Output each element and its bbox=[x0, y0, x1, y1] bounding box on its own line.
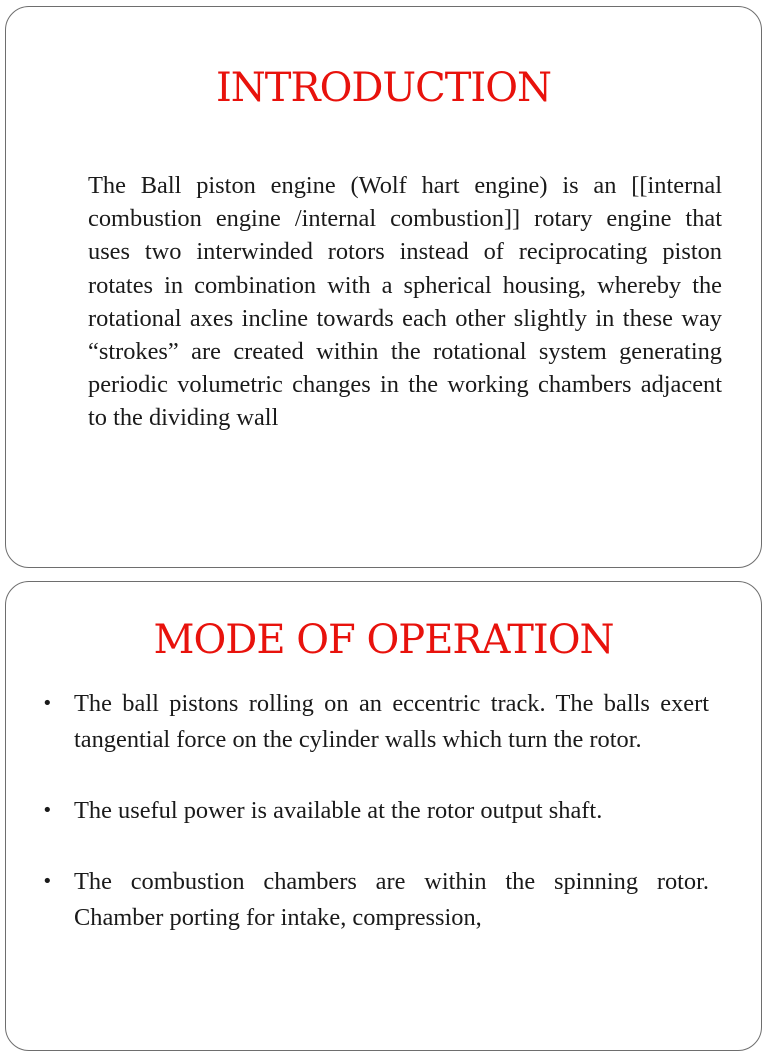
bullet-item bbox=[42, 864, 709, 936]
bullet-item bbox=[42, 686, 709, 758]
bullet-text: The ball pistons rolling on an eccentric track. The balls exert tangential force on the cylinder walls which turn the rotor. bbox=[74, 690, 709, 753]
bullet-dot-icon: • bbox=[42, 871, 53, 892]
slide-introduction bbox=[5, 6, 762, 568]
bullet-dot-icon: • bbox=[42, 693, 53, 714]
bullet-text: The combustion chambers are within the spinning rotor. Chamber porting for intake, compression, bbox=[74, 868, 709, 931]
bullet-dot-icon: • bbox=[42, 800, 53, 821]
bullet-list bbox=[42, 686, 709, 971]
intro-paragraph: The Ball piston engine (Wolf hart engine) is an [[internal combustion engine /internal combustion]] rotary engine that uses two interwinded rotors instead of reciprocating piston rotates in combination with a spherical housing, whereby the rotational axes incline towards each other slightly in these way “strokes” are created within the rotational system generating periodic volumetric changes in the working chambers adjacent to the dividing wall bbox=[88, 172, 722, 432]
slide-mode-of-operation bbox=[5, 581, 762, 1051]
bullet-item bbox=[42, 793, 709, 829]
slide-title: MODE OF OPERATION bbox=[153, 617, 614, 663]
slide-title: INTRODUCTION bbox=[215, 65, 552, 111]
bullet-text: The useful power is available at the rotor output shaft. bbox=[74, 797, 603, 824]
